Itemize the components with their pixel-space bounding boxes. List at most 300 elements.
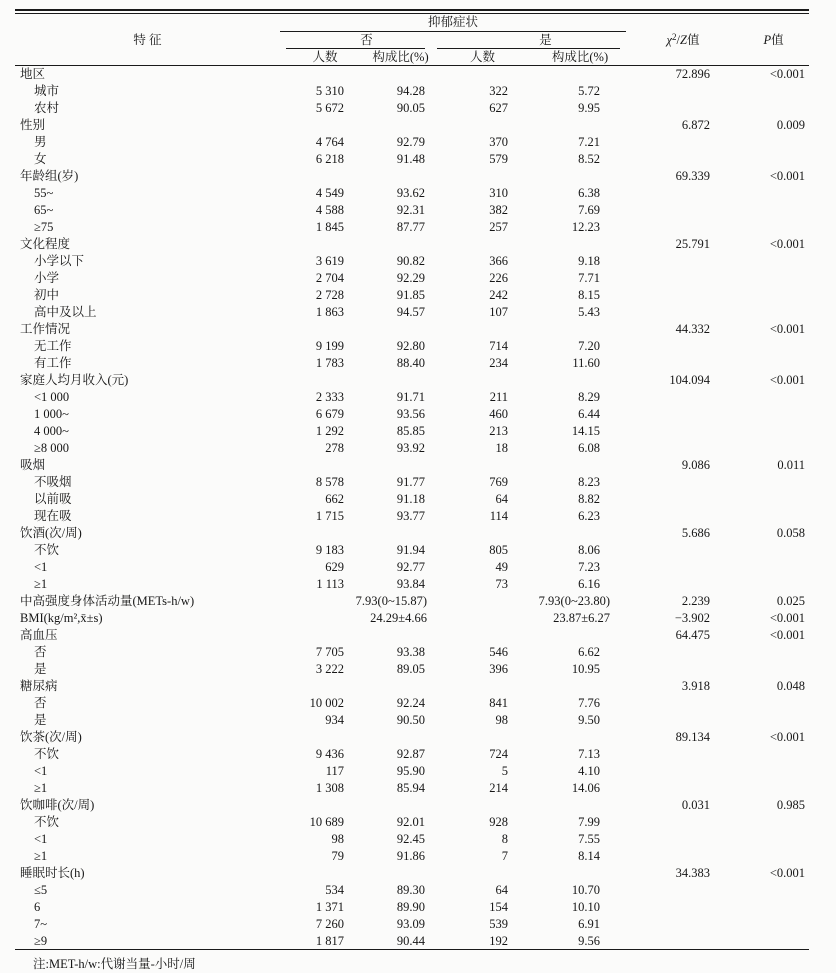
row-label: <1 000	[34, 390, 70, 404]
p-value: <0.001	[769, 373, 806, 387]
count-no: 1 113	[316, 577, 344, 591]
depression-statistics-table	[15, 14, 809, 950]
pct-yes: 5.72	[578, 84, 601, 98]
row-label: 女	[34, 152, 47, 166]
pct-yes	[514, 236, 626, 253]
p-value	[730, 304, 809, 321]
table-row	[15, 270, 809, 287]
count-yes	[431, 457, 514, 474]
row-label: 小学	[34, 271, 60, 285]
count-yes: 214	[489, 781, 508, 795]
count-no: 8 578	[315, 475, 344, 489]
pct-yes: 7.55	[578, 832, 601, 846]
chi-superscript: 2	[672, 31, 677, 42]
p-value: 0.048	[776, 679, 806, 693]
chi-z-value	[626, 814, 730, 831]
table-row	[15, 253, 809, 270]
count-yes	[431, 797, 514, 814]
table-row	[15, 627, 809, 644]
count-no: 629	[325, 560, 344, 574]
table-row	[15, 525, 809, 542]
row-label: <1	[34, 560, 48, 574]
count-no: 1 715	[315, 509, 344, 523]
count-yes	[431, 372, 514, 389]
pct-yes	[514, 117, 626, 134]
chi-z-value	[626, 406, 730, 423]
row-label: 否	[34, 696, 47, 710]
pct-no	[350, 321, 431, 338]
count-yes: 724	[489, 747, 508, 761]
p-value	[730, 202, 809, 219]
pct-no	[350, 457, 431, 474]
col-header-count-yes: 人数	[431, 49, 514, 66]
table-row	[15, 185, 809, 202]
row-label: BMI(kg/m²,x̄±s)	[20, 611, 103, 625]
count-yes	[431, 865, 514, 882]
pct-no: 95.90	[396, 764, 425, 778]
count-yes: 539	[489, 917, 508, 931]
row-label: 小学以下	[34, 254, 85, 268]
table-top-rule-thick	[15, 9, 809, 11]
value-yes-group: 23.87±6.27	[553, 611, 611, 625]
count-no: 662	[325, 492, 344, 506]
count-no: 9 199	[315, 339, 344, 353]
count-yes: 98	[495, 713, 508, 727]
table-row	[15, 491, 809, 508]
pct-no: 93.56	[396, 407, 425, 421]
count-no: 6 218	[315, 152, 344, 166]
count-no	[280, 168, 350, 185]
row-label: 文化程度	[20, 237, 71, 251]
p-value	[730, 576, 809, 593]
p-value: 0.009	[776, 118, 806, 132]
table-row	[15, 933, 809, 950]
count-yes	[431, 117, 514, 134]
count-yes: 107	[489, 305, 508, 319]
chi-z-value	[626, 440, 730, 457]
count-no: 5 672	[315, 101, 344, 115]
chi-z-value	[626, 185, 730, 202]
count-no	[280, 236, 350, 253]
count-no: 1 863	[315, 305, 344, 319]
count-yes: 310	[489, 186, 508, 200]
row-label: 糖尿病	[20, 679, 58, 693]
p-value	[730, 83, 809, 100]
pct-no: 85.94	[396, 781, 425, 795]
chi-z-value	[626, 389, 730, 406]
pct-no: 91.85	[396, 288, 425, 302]
pct-no: 92.01	[396, 815, 425, 829]
count-yes: 841	[489, 696, 508, 710]
chi-z-value: 9.086	[681, 458, 711, 472]
pct-yes: 7.69	[578, 203, 601, 217]
chi-z-value: 5.686	[681, 526, 711, 540]
p-value	[730, 491, 809, 508]
row-label: 是	[34, 713, 47, 727]
pct-no: 90.44	[350, 933, 431, 950]
count-yes: 7	[501, 849, 508, 863]
p-value: 0.025	[776, 594, 806, 608]
count-yes: 928	[489, 815, 508, 829]
count-no	[280, 66, 350, 83]
row-label: 65~	[34, 203, 54, 217]
pct-no	[350, 117, 431, 134]
count-no: 10 002	[309, 696, 344, 710]
pct-no: 92.77	[396, 560, 425, 574]
chi-z-value	[626, 338, 730, 355]
table-header	[15, 14, 809, 66]
table-row	[15, 797, 809, 814]
table-row	[15, 865, 809, 882]
chi-z-value	[626, 695, 730, 712]
chi-z-value	[626, 542, 730, 559]
count-no: 2 704	[315, 271, 344, 285]
pct-yes: 11.60	[572, 356, 601, 370]
pct-no	[350, 525, 431, 542]
p-value	[730, 814, 809, 831]
chi-value-label: 值	[686, 32, 700, 47]
table-row	[15, 661, 809, 678]
p-value: 0.058	[776, 526, 806, 540]
count-no	[280, 372, 350, 389]
chi-z-value: 104.094	[669, 373, 711, 387]
z-symbol: Z	[680, 32, 687, 47]
pct-yes: 7.71	[578, 271, 601, 285]
row-label: 6	[34, 900, 41, 914]
count-yes: 192	[431, 933, 514, 950]
p-symbol: P	[763, 32, 772, 47]
count-no	[280, 865, 350, 882]
count-yes: 805	[489, 543, 508, 557]
count-yes: 154	[489, 900, 508, 914]
pct-yes: 10.95	[571, 662, 601, 676]
chi-z-value	[626, 304, 730, 321]
pct-yes: 12.23	[571, 220, 601, 234]
p-value: <0.001	[769, 628, 806, 642]
chi-z-value	[626, 746, 730, 763]
p-value	[730, 508, 809, 525]
p-value	[730, 474, 809, 491]
row-label: 吸烟	[20, 458, 46, 472]
row-label: 农村	[34, 101, 60, 115]
col-header-pct-no: 构成比(%)	[350, 49, 431, 66]
row-label: 性别	[20, 118, 46, 132]
chi-z-value	[626, 219, 730, 236]
count-yes: 64	[495, 883, 508, 897]
pct-no: 91.86	[396, 849, 425, 863]
row-label: 不饮	[34, 747, 60, 761]
count-no: 79	[331, 849, 344, 863]
pct-no: 92.79	[396, 135, 425, 149]
row-label: 55~	[34, 186, 54, 200]
row-label: 4 000~	[34, 424, 69, 438]
row-label: 中高强度身体活动量(METs-h/w)	[20, 594, 195, 608]
pct-no: 90.82	[396, 254, 425, 268]
pct-yes: 7.76	[578, 696, 601, 710]
row-label: 男	[34, 135, 47, 149]
table-row	[15, 729, 809, 746]
p-value	[730, 644, 809, 661]
count-yes	[431, 168, 514, 185]
pct-yes: 7.23	[578, 560, 601, 574]
p-value	[730, 406, 809, 423]
pct-yes: 8.23	[578, 475, 601, 489]
count-no: 3 619	[315, 254, 344, 268]
row-label: 不饮	[34, 815, 60, 829]
pct-yes	[514, 797, 626, 814]
count-yes	[431, 729, 514, 746]
pct-yes: 6.62	[578, 645, 601, 659]
pct-yes: 7.20	[578, 339, 601, 353]
count-yes: 114	[489, 509, 508, 523]
table-row	[15, 219, 809, 236]
row-label: 年龄组(岁)	[20, 169, 79, 183]
table-row	[15, 423, 809, 440]
count-yes: 769	[489, 475, 508, 489]
pct-no	[350, 372, 431, 389]
chi-z-value	[626, 253, 730, 270]
count-yes: 18	[495, 441, 508, 455]
chi-z-value	[626, 831, 730, 848]
pct-no: 85.85	[396, 424, 425, 438]
row-label: 家庭人均月收入(元)	[20, 373, 129, 387]
pct-no: 87.77	[396, 220, 425, 234]
count-yes	[431, 236, 514, 253]
table-row	[15, 151, 809, 168]
pct-yes: 9.95	[578, 101, 601, 115]
count-no: 10 689	[309, 815, 344, 829]
pct-no: 91.71	[396, 390, 425, 404]
table-row	[15, 168, 809, 185]
chi-z-value	[626, 100, 730, 117]
row-label: 是	[34, 662, 47, 676]
count-no	[280, 627, 350, 644]
count-yes: 370	[489, 135, 508, 149]
chi-z-value	[626, 916, 730, 933]
pct-no: 90.50	[396, 713, 425, 727]
count-no: 1 292	[315, 424, 344, 438]
count-no: 98	[331, 832, 344, 846]
count-no: 2 333	[315, 390, 344, 404]
chi-z-value: 69.339	[675, 169, 711, 183]
pct-no: 93.84	[396, 577, 425, 591]
table-row	[15, 508, 809, 525]
depression-symptoms-label: 抑郁症状	[428, 15, 479, 30]
count-no: 3 222	[315, 662, 344, 676]
pct-yes: 10.70	[571, 883, 601, 897]
pct-yes: 8.06	[578, 543, 601, 557]
p-value	[730, 695, 809, 712]
row-label: 饮酒(次/周)	[20, 526, 82, 540]
p-value	[730, 559, 809, 576]
count-no: 4 764	[315, 135, 344, 149]
table-row	[15, 695, 809, 712]
count-yes	[431, 678, 514, 695]
count-yes: 64	[495, 492, 508, 506]
col-header-pct-yes: 构成比(%)	[514, 49, 626, 66]
pct-yes	[514, 66, 626, 83]
count-no	[280, 321, 350, 338]
row-label: 工作情况	[20, 322, 71, 336]
col-header-feature: 特 征	[15, 14, 280, 66]
p-value: <0.001	[769, 730, 806, 744]
table-row	[15, 406, 809, 423]
p-value: <0.001	[769, 866, 806, 880]
col-header-group-no	[280, 31, 431, 49]
count-no: 534	[325, 883, 344, 897]
chi-z-value	[626, 848, 730, 865]
group-no-label: 否	[286, 32, 425, 49]
pct-no	[350, 236, 431, 253]
count-yes: 627	[489, 101, 508, 115]
chi-z-value	[626, 712, 730, 729]
count-no: 1 817	[280, 933, 350, 950]
pct-yes: 8.14	[578, 849, 601, 863]
value-no-group: 24.29±4.66	[370, 611, 427, 625]
table-row	[15, 831, 809, 848]
count-yes: 579	[489, 152, 508, 166]
table-row	[15, 321, 809, 338]
row-label: 高血压	[20, 628, 58, 642]
chi-z-value	[626, 270, 730, 287]
count-no	[280, 525, 350, 542]
pct-yes	[514, 865, 626, 882]
pct-no: 93.92	[396, 441, 425, 455]
pct-no: 91.77	[396, 475, 425, 489]
pct-yes: 8.15	[578, 288, 601, 302]
p-value	[730, 916, 809, 933]
table-row	[15, 117, 809, 134]
count-no: 1 371	[315, 900, 344, 914]
count-no: 1 308	[315, 781, 344, 795]
pct-yes: 7.13	[578, 747, 601, 761]
pct-no	[350, 729, 431, 746]
table-footnote: 注:MET-h/w:代谢当量-小时/周	[33, 957, 196, 971]
chi-z-value	[626, 423, 730, 440]
pct-yes: 14.15	[571, 424, 601, 438]
table-row	[15, 134, 809, 151]
count-no: 1 845	[315, 220, 344, 234]
chi-z-value	[626, 780, 730, 797]
count-no: 934	[325, 713, 344, 727]
row-label: 现在吸	[34, 509, 72, 523]
row-label: 地区	[20, 67, 46, 82]
pct-yes: 6.16	[578, 577, 601, 591]
row-label: 不饮	[34, 543, 60, 557]
chi-z-value	[626, 882, 730, 899]
table-row	[15, 66, 809, 83]
p-value	[730, 746, 809, 763]
pct-yes	[514, 168, 626, 185]
row-label: ≥1	[34, 577, 48, 591]
table-row	[15, 882, 809, 899]
chi-z-value	[626, 474, 730, 491]
pct-yes: 5.43	[578, 305, 601, 319]
pct-no: 91.48	[396, 152, 425, 166]
count-yes: 213	[489, 424, 508, 438]
chi-z-value	[626, 763, 730, 780]
table-row	[15, 899, 809, 916]
pct-no: 89.90	[396, 900, 425, 914]
count-yes: 226	[489, 271, 508, 285]
table-row	[15, 304, 809, 321]
pct-no	[350, 678, 431, 695]
pct-no: 92.45	[396, 832, 425, 846]
table-row	[15, 678, 809, 695]
pct-no: 94.28	[396, 84, 425, 98]
pct-yes: 14.06	[571, 781, 601, 795]
count-no: 7 260	[315, 917, 344, 931]
p-value-label: 值	[771, 32, 784, 47]
row-label: ≥1	[34, 781, 48, 795]
pct-no: 92.87	[396, 747, 425, 761]
pct-yes: 6.23	[578, 509, 601, 523]
count-yes: 257	[489, 220, 508, 234]
pct-no	[350, 66, 431, 83]
chi-z-value	[626, 355, 730, 372]
chi-z-value	[626, 83, 730, 100]
row-label: 高中及以上	[34, 305, 97, 319]
count-yes: 211	[489, 390, 508, 404]
group-yes-label: 是	[437, 32, 620, 49]
col-header-count-no: 人数	[280, 49, 350, 66]
chi-z-value	[626, 576, 730, 593]
pct-no: 92.31	[396, 203, 425, 217]
pct-no: 93.38	[396, 645, 425, 659]
p-value: <0.001	[769, 611, 806, 625]
p-value	[730, 661, 809, 678]
table-row	[15, 848, 809, 865]
p-value	[730, 763, 809, 780]
pct-yes	[514, 321, 626, 338]
table-row	[15, 355, 809, 372]
table-row	[15, 644, 809, 661]
count-yes: 73	[495, 577, 508, 591]
count-no: 1 783	[315, 356, 344, 370]
pct-yes: 6.44	[578, 407, 601, 421]
p-value	[730, 338, 809, 355]
row-label: 1 000~	[34, 407, 69, 421]
count-yes	[431, 525, 514, 542]
row-label: <1	[34, 832, 48, 846]
table-row	[15, 440, 809, 457]
chi-z-value: 25.791	[675, 237, 711, 251]
table-row	[15, 746, 809, 763]
count-yes: 366	[489, 254, 508, 268]
p-value: <0.001	[769, 237, 806, 251]
p-value	[730, 440, 809, 457]
count-yes: 714	[489, 339, 508, 353]
chi-z-value: 34.383	[675, 866, 711, 880]
count-no	[280, 678, 350, 695]
pct-yes: 4.10	[578, 764, 601, 778]
col-header-group-yes	[431, 31, 626, 49]
row-label: 不吸烟	[34, 475, 72, 489]
pct-yes: 7.21	[578, 135, 601, 149]
count-no: 117	[325, 764, 344, 778]
row-label: ≤5	[34, 883, 48, 897]
table-body	[15, 66, 809, 950]
pct-yes: 8.29	[578, 390, 601, 404]
pct-no: 88.40	[396, 356, 425, 370]
chi-z-value	[626, 644, 730, 661]
pct-yes: 9.50	[578, 713, 601, 727]
p-value: <0.001	[769, 67, 806, 82]
pct-no: 93.77	[396, 509, 425, 523]
count-no: 4 549	[315, 186, 344, 200]
p-value: 0.985	[776, 798, 806, 812]
row-label: ≥1	[34, 849, 48, 863]
